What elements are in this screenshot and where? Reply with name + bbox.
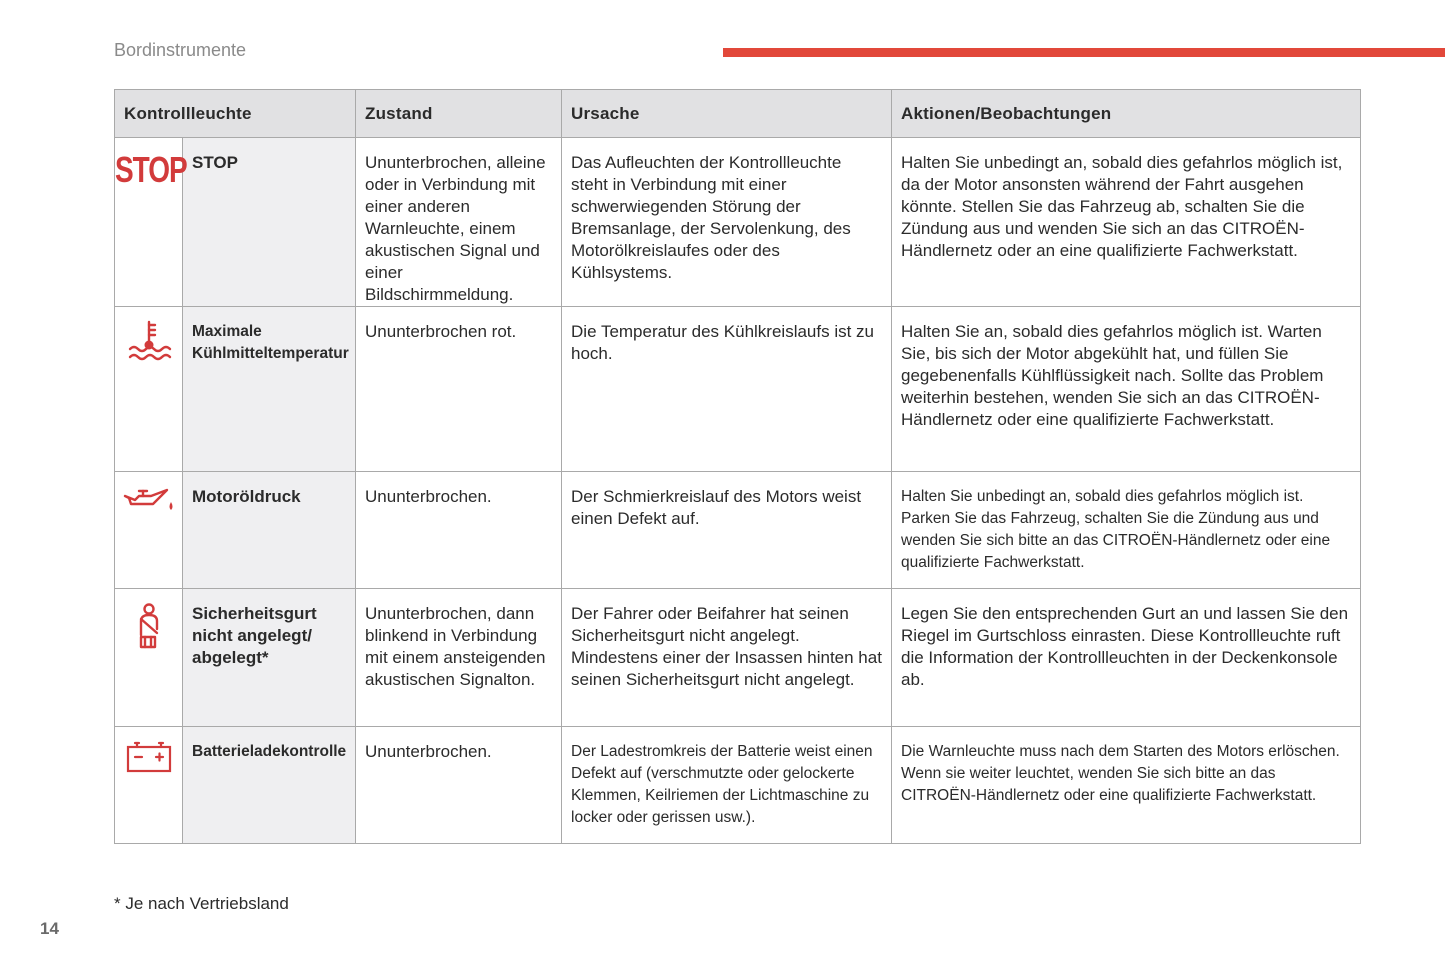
section-title: Bordinstrumente: [114, 40, 247, 60]
zustand-cell: Ununterbrochen, alleine oder in Verbindung mit einer anderen Warnleuchte, einem akustischen Signal und einer Bildschirmmeldung.: [356, 138, 562, 307]
battery-icon: [125, 739, 173, 775]
aktionen-cell: Halten Sie an, sobald dies gefahrlos möglich ist. Warten Sie, bis sich der Motor abgekühlt hat, und füllen Sie gegebenenfalls Kühlflüssigkeit nach. Sollte das Problem weiterhin bestehen, wenden Sie sich an das CITROËN-Händlernetz oder eine qualifizierte Fachwerkstatt.: [892, 307, 1361, 472]
zustand-cell: Ununterbrochen.: [356, 472, 562, 589]
warning-light-name: Maximale Kühlmitteltemperatur: [183, 307, 356, 472]
column-header-kontrollleuchte: Kontrollleuchte: [115, 90, 356, 138]
icon-cell: [115, 727, 183, 844]
table-row: [115, 589, 1361, 727]
page-number: 14: [40, 919, 59, 938]
aktionen-cell: Die Warnleuchte muss nach dem Starten des Motors erlöschen. Wenn sie weiter leuchtet, wenden Sie sich bitte an das CITROËN-Händlernetz oder eine qualifizierte Fachwerkstatt.: [892, 727, 1361, 844]
ursache-cell: Der Schmierkreislauf des Motors weist einen Defekt auf.: [562, 472, 892, 589]
warning-light-name: Batterieladekontrolle: [183, 727, 356, 844]
icon-cell: [115, 138, 187, 307]
column-header-zustand: Zustand: [356, 90, 562, 138]
seatbelt-icon: [129, 601, 169, 651]
footnote: * Je nach Vertriebsland: [114, 894, 289, 913]
ursache-cell: Der Ladestromkreis der Batterie weist einen Defekt auf (verschmutzte oder gelockerte Klemmen, Keilriemen der Lichtmaschine zu locker oder gerissen usw.).: [562, 727, 892, 844]
column-header-aktionen: Aktionen/Beobachtungen: [892, 90, 1361, 138]
stop-icon: STOP: [115, 149, 187, 190]
warning-lights-table: [114, 89, 1361, 844]
zustand-cell: Ununterbrochen, dann blinkend in Verbindung mit einem ansteigenden akustischen Signalton.: [356, 589, 562, 727]
zustand-cell: Ununterbrochen rot.: [356, 307, 562, 472]
table-row: [115, 307, 1361, 472]
warning-light-name: Motoröldruck: [183, 472, 356, 589]
column-header-ursache: Ursache: [562, 90, 892, 138]
oil-pressure-icon: [121, 484, 177, 520]
table-row: [115, 727, 1361, 844]
ursache-cell: Der Fahrer oder Beifahrer hat seinen Sicherheitsgurt nicht angelegt. Mindestens einer der Insassen hinten hat seinen Sicherheitsgurt nicht angelegt.: [562, 589, 892, 727]
zustand-cell: Ununterbrochen.: [356, 727, 562, 844]
aktionen-cell: Halten Sie unbedingt an, sobald dies gefahrlos möglich ist, da der Motor ansonsten während der Fahrt ausgehen könnte. Stellen Sie das Fahrzeug ab, schalten Sie die Zündung aus und wenden Sie sich an das CITROËN-Händlernetz oder an eine qualifizierte Fachwerkstatt.: [892, 138, 1361, 307]
icon-cell: [115, 472, 183, 589]
table-row: [115, 138, 1361, 307]
warning-light-name: STOP: [183, 138, 356, 307]
aktionen-cell: Halten Sie unbedingt an, sobald dies gefahrlos möglich ist. Parken Sie das Fahrzeug, schalten Sie die Zündung aus und wenden Sie sich bitte an das CITROËN-Händlernetz oder eine qualifizierte Fachwerkstatt.: [892, 472, 1361, 589]
ursache-cell: Das Aufleuchten der Kontrollleuchte steht in Verbindung mit einer schwerwiegenden Störung der Bremsanlage, der Servolenkung, des Motorölkreislaufes oder des Kühlsystems.: [562, 138, 892, 307]
table-row: [115, 472, 1361, 589]
aktionen-cell: Legen Sie den entsprechenden Gurt an und lassen Sie den Riegel im Gurtschloss einrasten. Diese Kontrollleuchte ruft die Information der Kontrollleuchten in der Deckenkonsole ab.: [892, 589, 1361, 727]
warning-light-name: Sicherheitsgurt nicht angelegt/ abgelegt*: [183, 589, 356, 727]
icon-cell: [115, 307, 183, 472]
section-accent-bar: [723, 48, 1445, 57]
coolant-temperature-icon: [125, 319, 173, 363]
ursache-cell: Die Temperatur des Kühlkreislaufs ist zu hoch.: [562, 307, 892, 472]
table-header-row: [115, 90, 1361, 138]
icon-cell: [115, 589, 183, 727]
